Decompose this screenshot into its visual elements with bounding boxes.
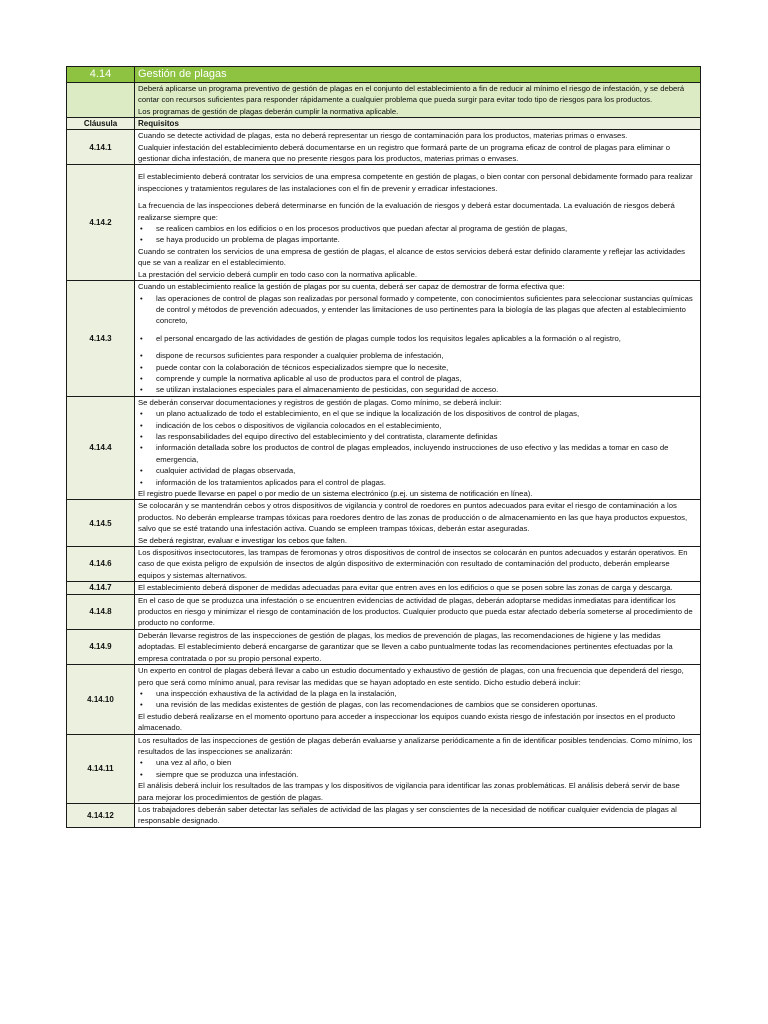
clause-row — [67, 803, 701, 827]
requirement-paragraph: La frecuencia de las inspecciones deberá determinarse en función de la evaluación de riesgos y deberá estar documentada. La evaluación de riesgos deberá realizarse siempre que: — [138, 201, 675, 222]
bullet-item: • información detallada sobre los productos de control de plagas empleados, incluyendo instrucciones de uso efectivo y las medidas a tomar en caso de emergencia, — [138, 442, 697, 465]
clause-row — [67, 500, 701, 547]
clause-number: 4.14.4 — [67, 396, 135, 500]
requirement-paragraph: Los resultados de las inspecciones de gestión de plagas deberán evaluarse y analizarse periódicamente a fin de identificar posibles tendencias. Como mínimo, los resultados de las inspecciones se analizarán: — [138, 735, 693, 756]
clause-requirements — [135, 629, 701, 664]
clause-requirements — [135, 582, 701, 594]
requirements-column-header: Requisitos — [135, 118, 701, 130]
bullet-item: • una vez al año, o bien — [138, 757, 697, 768]
clause-number: 4.14.9 — [67, 629, 135, 664]
requirement-paragraph: Cuando se contraten los servicios de una empresa de gestión de plagas, el alcance de estos servicios deberá estar definido claramente y reflejar las actividades que se van a realizar en el establecimiento. — [138, 246, 685, 268]
clause-number: 4.14.8 — [67, 594, 135, 629]
requirements-table — [66, 66, 701, 828]
section-intro-spacer — [67, 83, 135, 118]
requirement-paragraph: Los dispositivos insectocutores, las trampas de feromonas y otros dispositivos de control de insectos se colocarán en puntos adecuados y estarán operativos. En caso de que exista peligro de expulsión de insectos de algún dispositivo de exterminación con resultado de contaminación del producto, deberán emplearse equipos y sistemas alternativos. — [138, 548, 688, 580]
bullet-item: • se haya producido un problema de plagas importante. — [138, 234, 697, 245]
clause-row — [67, 165, 701, 281]
section-number: 4.14 — [67, 67, 135, 83]
requirement-paragraph: Se deberá registrar, evaluar e investigar los cebos que falten. — [138, 535, 347, 545]
requirement-paragraph: Se colocarán y se mantendrán cebos y otros dispositivos de vigilancia y control de roedores en puntos adecuados para evitar el riesgo de contaminación a los productos. No deberán emplearse trampas tóxicas para roedores dentro de las zonas de producción o de almacenamiento en las que haya productos expuestos, salvo que se esté tratando una infestación activa. Cuando se empleen trampas tóxicas, deberán estar aseguradas. — [138, 501, 688, 534]
clause-number: 4.14.3 — [67, 281, 135, 397]
clause-number: 4.14.11 — [67, 734, 135, 803]
clause-requirements — [135, 665, 701, 734]
bullet-item: • indicación de los cebos o dispositivos de vigilancia colocados en el establecimiento, — [138, 420, 697, 431]
requirement-paragraph: El establecimiento deberá disponer de medidas adecuadas para evitar que entren aves en los edificios o que se posen sobre las zonas de carga y descarga. — [138, 583, 673, 593]
bullet-item: • las responsabilidades del equipo directivo del establecimiento y del contratista, claramente definidas — [138, 431, 697, 442]
requirement-paragraph: Cualquier infestación del establecimiento deberá documentarse en un registro que formará parte de un programa eficaz de control de plagas para eliminar o gestionar dicha infestación, de manera que no presente riesgos para los productos, materias primas o envases. — [138, 142, 671, 164]
clause-row — [67, 281, 701, 397]
clause-row — [67, 582, 701, 594]
requirement-paragraph: Cuando un establecimiento realice la gestión de plagas por su cuenta, deberá ser capaz de demostrar de forma efectiva que: — [138, 282, 565, 292]
clause-number: 4.14.6 — [67, 547, 135, 582]
clause-row — [67, 130, 701, 165]
section-intro-row — [67, 83, 701, 118]
requirement-paragraph: Se deberán conservar documentaciones y registros de gestión de plagas. Como mínimo, se deberá incluir: — [138, 397, 502, 407]
requirement-paragraph: El establecimiento deberá contratar los servicios de una empresa competente en gestión de plagas, o bien contar con personal debidamente formado para realizar inspecciones y tratamientos regulares de las instalaciones con el fin de prevenir y erradicar infestaciones. — [138, 172, 693, 193]
clause-row — [67, 594, 701, 629]
clause-requirements — [135, 803, 701, 827]
clause-number: 4.14.5 — [67, 500, 135, 547]
clause-row — [67, 734, 701, 803]
bullet-item: • puede contar con la colaboración de técnicos especializados siempre que lo necesite, — [138, 362, 697, 373]
requirement-paragraph: Deberán llevarse registros de las inspecciones de gestión de plagas, los medios de prevención de plagas, las recomendaciones de higiene y las medidas adoptadas. El establecimiento deberá encargarse de garantizar que se lleven a cabo puntualmente todas las recomendaciones pertinentes efectuadas por la empresa contratada o por su propio personal experto. — [138, 630, 673, 663]
bullet-item: • comprende y cumple la normativa aplicable al uso de productos para el control de plagas, — [138, 373, 697, 384]
clause-requirements — [135, 396, 701, 500]
clause-number: 4.14.12 — [67, 803, 135, 827]
requirement-paragraph: El registro puede llevarse en papel o por medio de un sistema electrónico (p.ej. un sistema de notificación en línea). — [138, 489, 533, 498]
section-title: Gestión de plagas — [135, 67, 701, 83]
clause-number: 4.14.2 — [67, 165, 135, 281]
intro-paragraph: Deberá aplicarse un programa preventivo de gestión de plagas en el conjunto del establecimiento a fin de reducir al mínimo el riesgo de infestación, y se deberá contar con recursos suficientes para responder rápidamente a cualquier problema que pueda surgir para evitar todo tipo de riesgos para los productos. — [138, 84, 685, 105]
clause-requirements — [135, 734, 701, 803]
requirement-paragraph: En el caso de que se produzca una infestación o se encuentren evidencias de actividad de plagas, deberán adoptarse medidas inmediatas para identificar los productos en riesgo y minimizar el riesgo de contaminación de los productos. Cualquier producto que pueda estar afectado debería someterse al procedimiento de producto no conforme. — [138, 595, 693, 628]
clause-requirements — [135, 594, 701, 629]
bullet-item: • se utilizan instalaciones especiales para el almacenamiento de pesticidas, con seguridad de acceso. — [138, 384, 697, 395]
clause-requirements — [135, 130, 701, 165]
requirement-paragraph: Cuando se detecte actividad de plagas, esta no deberá representar un riesgo de contaminación para los productos, materias primas o envases. — [138, 131, 628, 141]
requirement-paragraph: Un experto en control de plagas deberá llevar a cabo un estudio documentado y exhaustivo de gestión de plagas, con una frecuencia que dependerá del riesgo, pero que será como mínimo anual, para revisar las medidas que se hayan adoptado en este sentido. Dicho estudio deberá incluir: — [138, 666, 684, 687]
section-intro — [135, 83, 701, 118]
clause-number: 4.14.1 — [67, 130, 135, 165]
bullet-item: • el personal encargado de las actividades de gestión de plagas cumple todos los requisitos legales aplicables a la formación o al registro, — [138, 333, 697, 344]
intro-paragraph: Los programas de gestión de plagas deberán cumplir la normativa aplicable. — [138, 106, 399, 116]
bullet-item: • las operaciones de control de plagas son realizadas por personal formado y competente, con conocimientos suficientes para seleccionar sustancias químicas de control y métodos de prevención adecuados, y entender las limitaciones de uso pertinentes para la biología de las plagas que afecten al establecimiento concreto, — [138, 293, 697, 327]
clause-requirements — [135, 547, 701, 582]
clause-row — [67, 547, 701, 582]
requirement-paragraph: Los trabajadores deberán saber detectar las señales de actividad de las plagas y ser conscientes de la necesidad de notificar cualquier evidencia de plagas al responsable designado. — [138, 804, 677, 826]
requirements-table-body — [67, 67, 701, 828]
bullet-item: • un plano actualizado de todo el establecimiento, en el que se indique la localización de los dispositivos de control de plagas, — [138, 408, 697, 419]
requirement-paragraph: El estudio deberá realizarse en el momento oportuno para acceder a inspeccionar los equipos cuando exista riesgo de infestación por insectos en el producto almacenado. — [138, 711, 676, 733]
clause-requirements — [135, 500, 701, 547]
requirement-paragraph: El análisis deberá incluir los resultados de las trampas y los dispositivos de vigilancia para identificar las zonas problemáticas. El análisis deberá servir de base para mejorar los procedimientos de gestión de plagas. — [138, 781, 680, 802]
clause-requirements — [135, 165, 701, 281]
bullet-item: • siempre que se produzca una infestación. — [138, 769, 697, 780]
column-header-row — [67, 118, 701, 130]
bullet-item: • dispone de recursos suficientes para responder a cualquier problema de infestación, — [138, 350, 697, 361]
clause-row — [67, 396, 701, 500]
bullet-item: • una inspección exhaustiva de la actividad de la plaga en la instalación, — [138, 688, 697, 699]
clause-row — [67, 665, 701, 734]
clause-column-header: Cláusula — [67, 118, 135, 130]
requirement-paragraph: La prestación del servicio deberá cumplir en todo caso con la normativa aplicable. — [138, 269, 418, 279]
clause-number: 4.14.10 — [67, 665, 135, 734]
clause-row — [67, 629, 701, 664]
bullet-item: • una revisión de las medidas existentes de gestión de plagas, con las recomendaciones de cambios que se consideren oportunas. — [138, 699, 697, 710]
clause-number: 4.14.7 — [67, 582, 135, 594]
clause-requirements — [135, 281, 701, 397]
bullet-item: • cualquier actividad de plagas observada, — [138, 465, 697, 476]
bullet-item: • información de los tratamientos aplicados para el control de plagas. — [138, 477, 697, 488]
section-title-row — [67, 67, 701, 83]
bullet-item: • se realicen cambios en los edificios o en los procesos productivos que puedan afectar al programa de gestión de plagas, — [138, 223, 697, 234]
